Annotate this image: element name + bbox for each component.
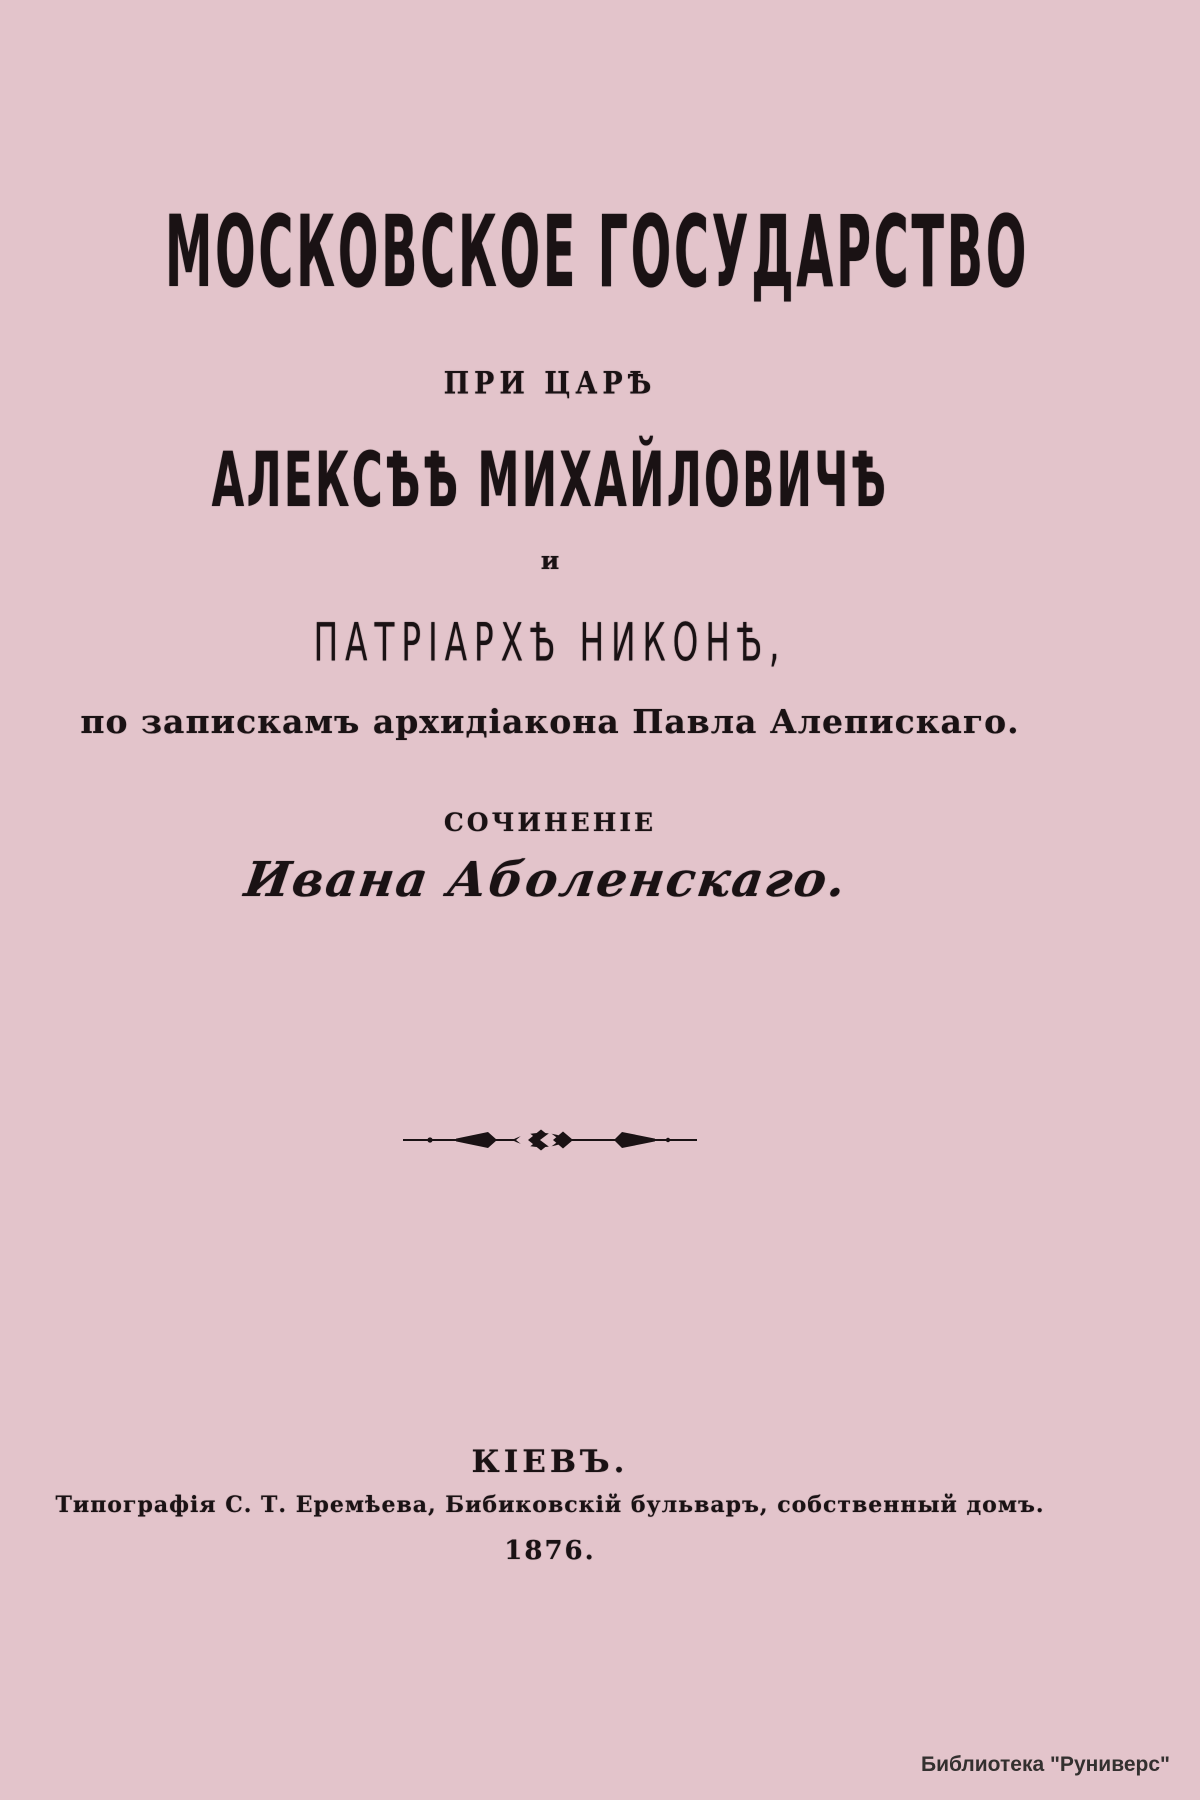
under-tsar-line: ПРИ ЦАРѢ	[443, 366, 657, 402]
library-watermark: Библиотека "Руниверс"	[920, 1753, 1170, 1776]
book-main-title: МОСКОВСКОЕ ГОСУДАРСТВО	[165, 196, 1030, 311]
conjunction-line: и	[540, 546, 560, 575]
imprint-year: 1876.	[504, 1536, 596, 1566]
divider-ornament-row	[0, 1126, 1100, 1158]
patriarch-line: ПАТРІАРХѢ НИКОНѢ,	[313, 612, 787, 674]
author-name-script: Ивана Аболенскаго.	[241, 852, 851, 908]
byline-label: СОЧИНЕНІЕ	[443, 808, 657, 837]
tsar-name-line: АЛЕКСѢѢ МИХАЙЛОВИЧѢ	[211, 436, 889, 525]
imprint-city: КІЕВЪ.	[471, 1444, 629, 1480]
typographic-rule-ornament-icon	[400, 1126, 700, 1154]
imprint-publisher-line: Типографія С. Т. Еремѣева, Бибиковскій бульваръ, собственный домъ.	[55, 1492, 1045, 1518]
subtitle-notes-line: по запискамъ архидіакона Павла Алепискаго.	[80, 702, 1020, 741]
